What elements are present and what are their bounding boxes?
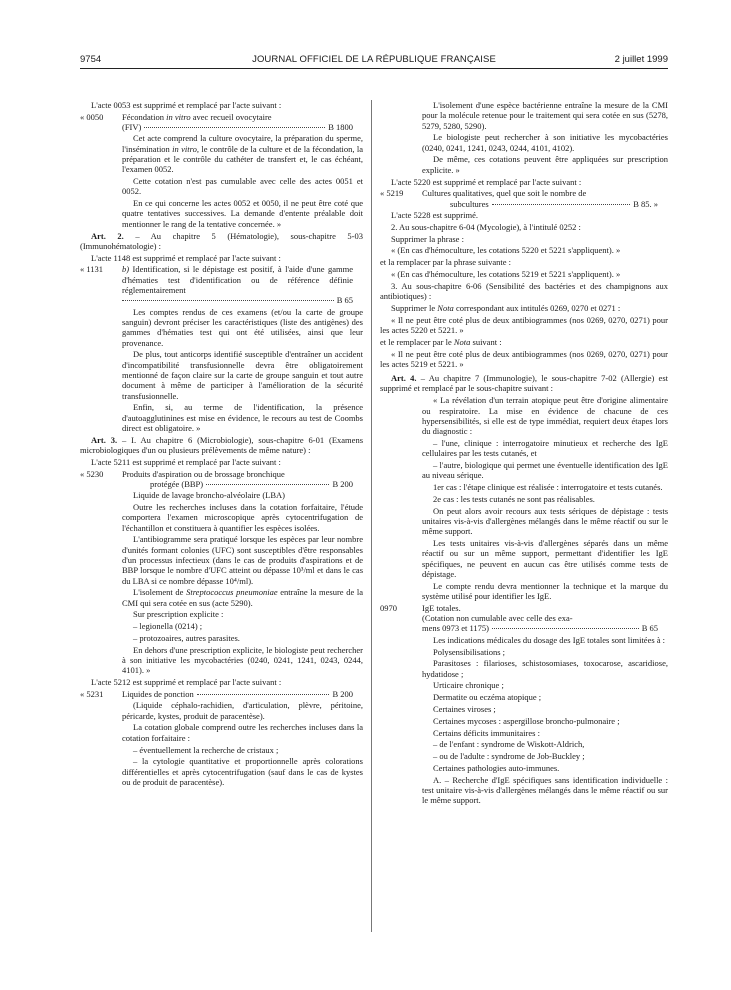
- item-letter: b): [122, 264, 130, 275]
- text: L'isolement de: [133, 587, 184, 598]
- act-rate: B 65: [336, 295, 353, 306]
- act-entry-0050: [80, 112, 363, 133]
- act-title-line: (Cotation non cumulable avec celle des exa-: [422, 613, 573, 624]
- article-heading: [80, 435, 363, 456]
- act-rate-line: [122, 295, 363, 305]
- list-item: – ou de l'adulte : syndrome de Job-Buckley ;: [433, 751, 585, 762]
- italic-text: Nota: [453, 336, 471, 347]
- list-item: – la cytologie quantitative et proportionnelle après colorations différentielles et après cytocentrifugation (sauf dans le cas de kystes ou de produit de paracentèse).: [122, 756, 363, 787]
- dot-leader: [206, 484, 329, 485]
- article-text: – I. Au chapitre 6 (Microbiologie), sous-chapitre 6-01 (Examens microbiologiques d'un ou plusieurs prélèvements de même nature) :: [80, 434, 363, 455]
- act-title-text: Liquides de ponction: [122, 689, 194, 700]
- paragraph: et la remplacer par la phrase suivante :: [380, 257, 511, 268]
- act-title-italic: in vitro: [166, 111, 191, 122]
- text: Cet acte comprend la culture ovocytaire, la préparation du sperme, l'insémination: [122, 133, 363, 154]
- paragraph: 3. Au sous-chapitre 6-06 (Sensibilité des bactéries et des champignons aux antibiotiques) :: [380, 280, 668, 302]
- act-entry-5231: [80, 689, 363, 699]
- text: et le remplacer par le: [380, 336, 452, 347]
- paragraph: L'acte 0053 est supprimé et remplacé par l'acte suivant :: [91, 100, 282, 110]
- paragraph: Outre les recherches incluses dans la cotation forfaitaire, l'étude comportera l'examen microscopique après cytocentrifugation de l'échantillon et constituera à quantifier les espèces isolées.: [122, 501, 363, 533]
- paragraph: L'isolement d'une espèce bactérienne entraîne la mesure de la CMI pour la molécule retenue pour le traitement qui sera cotée en sus (5278, 5279, 5280, 5290).: [422, 100, 668, 131]
- paragraph: Le biologiste peut rechercher à son initiative les mycobactéries (0240, 0241, 1241, 0243, 0244, 4101, 4102).: [422, 132, 668, 153]
- dot-leader: [197, 694, 330, 695]
- article-label: Art. 2.: [91, 230, 124, 241]
- text: correspondant aux intitulés 0269, 0270 et 0271 :: [455, 302, 621, 313]
- paragraph: Cette cotation n'est pas cumulable avec celle des actes 0051 et 0052.: [122, 176, 363, 197]
- list-item: Parasitoses : filarioses, schistosomiases, toxocarose, ascaridiose, hydatidose ;: [422, 658, 668, 679]
- paragraph: L'acte 5220 est supprimé et remplacé par l'acte suivant :: [391, 176, 582, 187]
- paragraph: 1er cas : l'étape clinique est réalisée : interrogatoire et tests cutanés.: [433, 482, 663, 493]
- act-code: « 1131: [80, 264, 104, 275]
- paragraph: L'acte 1148 est supprimé et remplacé par l'acte suivant :: [91, 252, 281, 263]
- act-entry-5219: [380, 188, 668, 209]
- paragraph: De plus, tout anticorps identifié susceptible d'entraîner un accident d'incompatibilité transfusionnelle devra être obligatoirement mentionné de façon claire sur la carte de groupe sanguin et tout autre document à même de participer à l'amélioration de la sécurité transfusionnelle.: [122, 349, 363, 401]
- act-rate: B 200: [332, 478, 353, 489]
- list-item: Certains déficits immunitaires :: [433, 727, 540, 738]
- article-heading: [80, 231, 363, 252]
- act-title-text: subcultures: [450, 198, 489, 209]
- act-code: « 5231: [80, 689, 104, 700]
- article-text: – Au chapitre 5 (Hématologie), sous-chapitre 5-03 (Immunohématologie) :: [80, 230, 363, 251]
- paragraph: L'acte 5212 est supprimé et remplacé par l'acte suivant :: [91, 677, 282, 688]
- paragraph: Les indications médicales du dosage des IgE totales sont limitées à :: [433, 634, 666, 645]
- paragraph: « (En cas d'hémoculture, les cotations 5219 et 5221 s'appliquent). »: [391, 268, 621, 279]
- paragraph: A. – Recherche d'IgE spécifiques sans identification individuelle : test unitaire vis-à-vis d'allergènes mélangés dans le même réactif ou sur le même support.: [422, 774, 668, 806]
- act-title-text: protégée (BBP): [150, 478, 204, 489]
- act-rate-line: [122, 122, 363, 132]
- italic-text: Nota: [437, 302, 454, 313]
- act-rate-line: [122, 689, 363, 699]
- text: le contrôle de la culture et de la fécondation, la préparation et le contrôle du cathéter de transfert et, le cas échéant, l'examen 0052.: [122, 143, 363, 175]
- list-item: Certaines pathologies auto-immunes.: [433, 763, 560, 774]
- act-rate: B 85. »: [633, 198, 658, 209]
- publication-date: 2 juillet 1999: [614, 54, 668, 65]
- paragraph: « La révélation d'un terrain atopique peut être d'origine alimentaire ou respiratoire. La mise en évidence de chacune de ces hypersensibilités, si elle est de type immédiat, requiert deux étapes lors du diagnostic :: [422, 395, 668, 437]
- list-item: Polysensibilisations ;: [433, 646, 506, 657]
- paragraph: En dehors d'une prescription explicite, le biologiste peut rechercher à son initiative les mycobactéries (0240, 0241, 1241, 0243, 0244, 4101). »: [122, 644, 363, 676]
- act-title-line: Cultures qualitatives, quel que soit le nombre de: [422, 188, 587, 199]
- act-rate: B 200: [332, 689, 353, 700]
- paragraph: Le compte rendu devra mentionner la technique et la marque du système utilisé pour identifier les IgE.: [422, 580, 668, 602]
- act-title-text: Identification, si le dépistage est positif, à l'aide d'une gamme d'hématies test d'identification ou de référence définie réglementairement: [122, 264, 353, 296]
- column-divider: [371, 100, 372, 932]
- paragraph: [80, 587, 363, 608]
- act-entry-5230: [80, 469, 363, 490]
- paragraph: Enfin, si, au terme de l'identification, la présence d'autoagglutinines est mise en évidence, le recours au test de Coombs direct est obligatoire. »: [122, 402, 363, 433]
- paragraph: L'acte 5211 est supprimé et remplacé par l'acte suivant :: [91, 456, 281, 467]
- journal-title: JOURNAL OFFICIEL DE LA RÉPUBLIQUE FRANÇAISE: [252, 54, 496, 65]
- act-title-text: mens 0973 et 1175): [422, 623, 489, 634]
- paragraph: [380, 337, 668, 347]
- paragraph: L'antibiogramme sera pratiqué lorsque les espèces par leur nombre d'unités formant colonies (UFC) sont susceptibles d'être responsables d'un processus infectieux (dans le cas de produits d'aspirations et de BBP lorsque le nombre d'UFC atteint ou dépasse 10³/ml et dans le cas du LBA si ce nombre dépasse 10⁴/ml).: [122, 534, 363, 586]
- paragraph: « Il ne peut être coté plus de deux antibiogrammes (nos 0269, 0270, 0271) pour les actes 5220 et 5221. »: [380, 314, 668, 335]
- text: suivant :: [472, 336, 502, 347]
- italic-text: in vitro,: [172, 143, 200, 154]
- paragraph: [80, 133, 363, 174]
- paragraph: Liquide de lavage broncho-alvéolaire (LBA): [133, 490, 285, 501]
- act-entry-1131: [80, 264, 363, 305]
- paragraph: « (En cas d'hémoculture, les cotations 5220 et 5221 s'appliquent). »: [391, 245, 621, 256]
- paragraph: 2. Au sous-chapitre 6-04 (Mycologie), à l'intitulé 0252 :: [391, 221, 581, 232]
- left-column: [80, 100, 363, 789]
- article-label: Art. 4.: [391, 373, 417, 384]
- list-item: Certaines viroses ;: [433, 704, 496, 715]
- act-code: « 5230: [80, 468, 104, 479]
- paragraph: [380, 303, 668, 313]
- article-text: – Au chapitre 7 (Immunologie), le sous-chapitre 7-02 (Allergie) est supprimé et remplacé par le sous-chapitre suivant :: [380, 373, 668, 394]
- act-title-line: IgE totales.: [422, 602, 461, 613]
- act-code: 0970: [380, 602, 397, 613]
- list-item: – l'autre, biologique qui permet une éventuelle identification des IgE au niveau sérique.: [422, 460, 668, 481]
- act-title-text: (FIV): [122, 122, 142, 133]
- act-rate-line: [122, 479, 363, 489]
- list-item: – de l'enfant : syndrome de Wiskott-Aldrich,: [433, 739, 585, 750]
- list-item: Dermatite ou eczéma atopique ;: [433, 692, 542, 703]
- italic-text: Streptococcus pneumoniae: [186, 587, 278, 598]
- list-item: Certaines mycoses : aspergillose broncho-pulmonaire ;: [433, 715, 620, 726]
- header-rule: [80, 68, 668, 69]
- paragraph: 2e cas : les tests cutanés ne sont pas réalisables.: [433, 493, 595, 504]
- list-item: Urticaire chronique ;: [433, 680, 504, 691]
- paragraph: « Il ne peut être coté plus de deux antibiogrammes (nos 0269, 0270, 0271) pour les actes 5219 et 5221. »: [380, 348, 668, 369]
- act-code: « 0050: [80, 111, 104, 122]
- paragraph: (Liquide céphalo-rachidien, d'articulation, plèvre, péritoine, péricarde, kystes, produit de paracentèse).: [122, 700, 363, 721]
- act-rate-line: [422, 623, 668, 633]
- paragraph: Sur prescription explicite :: [133, 609, 224, 620]
- dot-leader: [492, 628, 639, 629]
- text: entraîne la mesure de la CMI qui sera cotée en sus (acte 5290).: [122, 587, 364, 608]
- text: Supprimer le: [391, 302, 436, 313]
- act-rate: B 65: [641, 623, 658, 634]
- page-header: [80, 54, 668, 68]
- act-code: « 5219: [380, 188, 404, 199]
- act-title-text: avec recueil ovocytaire: [192, 111, 272, 122]
- paragraph: L'acte 5228 est supprimé.: [391, 209, 478, 220]
- page-number: 9754: [80, 54, 102, 65]
- paragraph: On peut alors avoir recours aux tests sériques de dépistage : tests unitaires vis-à-vis d'allergènes mélangés dans le même réactif ou sur le même support.: [422, 505, 668, 537]
- paragraph: Les comptes rendus de ces examens (et/ou la carte de groupe sanguin) devront préciser les caractéristiques (liste des antigènes) des gammes d'hématies test qui ont été utilisées, ainsi que leur provenance.: [122, 306, 363, 348]
- act-title-line: Produits d'aspiration ou de brossage bronchique: [122, 468, 285, 479]
- list-item: – éventuellement la recherche de cristaux ;: [133, 744, 279, 755]
- article-heading: [380, 373, 668, 394]
- paragraph: De même, ces cotations peuvent être appliquées sur prescription explicite. »: [422, 154, 668, 175]
- act-entry-0970: [380, 603, 668, 634]
- paragraph: En ce qui concerne les actes 0052 et 0050, il ne peut être coté que quatre tentatives successives. La demande d'entente préalable doit mentionner le rang de la tentative concernée. »: [122, 198, 363, 229]
- list-item: – legionella (0214) ;: [133, 621, 203, 632]
- dot-leader: [144, 127, 325, 128]
- act-rate: B 1800: [328, 122, 353, 133]
- dot-leader: [122, 300, 334, 301]
- list-item: – l'une, clinique : interrogatoire minutieux et recherche des IgE cellulaires par les tests cutanés, et: [422, 437, 668, 459]
- right-column: [380, 100, 668, 807]
- dot-leader: [492, 204, 630, 205]
- act-title-text: Fécondation: [122, 111, 165, 122]
- article-label: Art. 3.: [91, 434, 118, 445]
- list-item: – protozoaires, autres parasites.: [133, 633, 240, 644]
- act-title-line: [122, 112, 363, 122]
- paragraph: Les tests unitaires vis-à-vis d'allergènes séparés dans un même réactif ou sur un même support, permettant d'identifier les IgE spécifiques, ne peuvent en aucun cas être utilisés comme tests de dépistage.: [422, 538, 668, 579]
- act-rate-line: [422, 199, 668, 209]
- paragraph: La cotation globale comprend outre les recherches incluses dans la cotation forfaitaire :: [122, 722, 363, 743]
- paragraph: Supprimer la phrase :: [391, 233, 464, 244]
